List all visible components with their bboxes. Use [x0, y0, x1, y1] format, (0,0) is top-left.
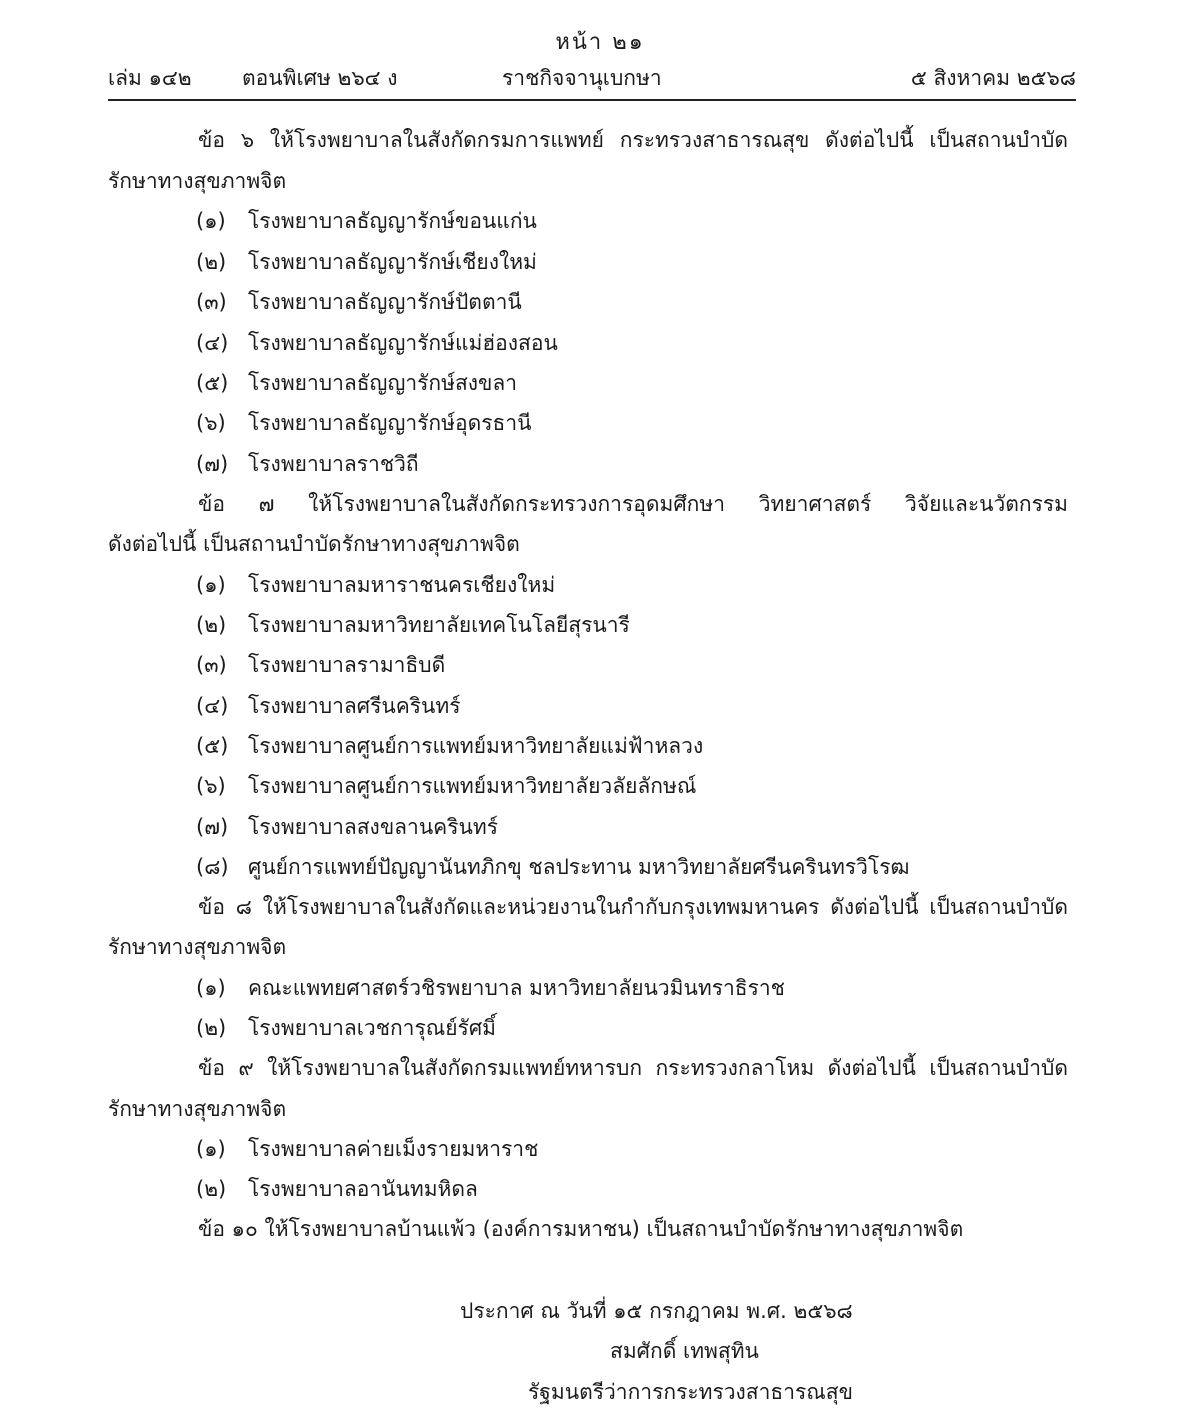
item-text: โรงพยาบาลอานันทมหิดล — [248, 1177, 478, 1201]
clause-9-cont-line: รักษาทางสุขภาพจิต — [108, 1097, 287, 1121]
item-text: โรงพยาบาลธัญญารักษ์อุดรธานี — [248, 411, 532, 435]
clause-7-first-line: ข้อ ๗ ให้โรงพยาบาลในสังกัดกระทรวงการอุดมศึกษา วิทยาศาสตร์ วิจัยและนวัตกรรม — [198, 492, 1068, 516]
item-text: โรงพยาบาลรามาธิบดี — [248, 653, 446, 677]
list-item — [196, 1013, 496, 1043]
item-text: โรงพยาบาลมหาวิทยาลัยเทคโนโลยีสุรนารี — [248, 613, 630, 637]
item-number: (๒) — [196, 1177, 227, 1201]
item-text: โรงพยาบาลธัญญารักษ์ปัตตานี — [248, 290, 522, 314]
clause-8-first-line: ข้อ ๘ ให้โรงพยาบาลในสังกัดและหน่วยงานในกำกับกรุงเทพมหานคร ดังต่อไปนี้ เป็นสถานบำบัด — [198, 895, 1068, 919]
list-item — [196, 570, 555, 600]
item-text: โรงพยาบาลค่ายเม็งรายมหาราช — [248, 1137, 539, 1161]
list-item — [196, 1134, 538, 1164]
list-item — [196, 610, 630, 640]
item-text: โรงพยาบาลศูนย์การแพทย์มหาวิทยาลัยวลัยลักษณ์ — [248, 774, 697, 798]
list-item — [196, 247, 537, 277]
list-item — [196, 731, 703, 761]
list-item — [196, 368, 517, 398]
header-date: ๕ สิงหาคม ๒๕๖๘ — [910, 66, 1076, 90]
item-number: (๒) — [196, 1016, 227, 1040]
item-text: โรงพยาบาลศรีนครินทร์ — [248, 694, 461, 718]
list-item — [196, 852, 910, 882]
item-number: (๔) — [196, 331, 229, 355]
item-number: (๓) — [196, 653, 227, 677]
clause-8-cont-line: รักษาทางสุขภาพจิต — [108, 935, 287, 959]
item-number: (๘) — [196, 855, 229, 879]
item-number: (๓) — [196, 290, 227, 314]
item-number: (๑) — [196, 976, 226, 1000]
item-text: ศูนย์การแพทย์ปัญญานันทภิกขุ ชลประทาน มหาวิทยาลัยศรีนครินทรวิโรฒ — [248, 855, 910, 879]
item-text: โรงพยาบาลธัญญารักษ์แม่ฮ่องสอน — [248, 331, 558, 355]
clause-6-cont-line: รักษาทางสุขภาพจิต — [108, 169, 287, 193]
item-number: (๒) — [196, 250, 227, 274]
item-text: โรงพยาบาลมหาราชนครเชียงใหม่ — [248, 573, 556, 597]
clause-7-cont-line: ดังต่อไปนี้ เป็นสถานบำบัดรักษาทางสุขภาพจิต — [108, 532, 520, 556]
header-rule — [108, 99, 1076, 101]
list-item — [196, 650, 445, 680]
header-issue: ตอนพิเศษ ๒๖๔ ง — [242, 66, 398, 90]
list-item — [196, 812, 498, 842]
item-text: โรงพยาบาลธัญญารักษ์สงขลา — [248, 371, 518, 395]
item-number: (๒) — [196, 613, 227, 637]
clause-9-first-line: ข้อ ๙ ให้โรงพยาบาลในสังกัดกรมแพทย์ทหารบก กระทรวงกลาโหม ดังต่อไปนี้ เป็นสถานบำบัด — [198, 1056, 1068, 1080]
signatory-name: สมศักดิ์ เทพสุทิน — [610, 1339, 759, 1363]
signatory-title: รัฐมนตรีว่าการกระทรวงสาธารณสุข — [528, 1380, 853, 1404]
list-item — [196, 1174, 478, 1204]
header-volume: เล่ม ๑๔๒ — [108, 66, 192, 90]
item-number: (๗) — [196, 452, 229, 476]
item-text: โรงพยาบาลสงขลานครินทร์ — [248, 815, 498, 839]
item-number: (๕) — [196, 371, 229, 395]
item-text: โรงพยาบาลราชวิถี — [248, 452, 419, 476]
announcement-date: ประกาศ ณ วันที่ ๑๕ กรกฎาคม พ.ศ. ๒๕๖๘ — [460, 1299, 853, 1323]
item-number: (๖) — [196, 774, 226, 798]
clause-10-line: ข้อ ๑๐ ให้โรงพยาบาลบ้านแพ้ว (องค์การมหาชน) เป็นสถานบำบัดรักษาทางสุขภาพจิต — [198, 1217, 964, 1241]
item-number: (๖) — [196, 411, 226, 435]
list-item — [196, 449, 419, 479]
gazette-header — [108, 62, 1076, 94]
header-journal: ราชกิจจานุเบกษา — [502, 66, 662, 90]
item-number: (๑) — [196, 1137, 226, 1161]
list-item — [196, 287, 522, 317]
clause-6-first-line: ข้อ ๖ ให้โรงพยาบาลในสังกัดกรมการแพทย์ กระทรวงสาธารณสุข ดังต่อไปนี้ เป็นสถานบำบัด — [198, 128, 1068, 152]
list-item — [196, 771, 696, 801]
item-number: (๑) — [196, 573, 226, 597]
list-item — [196, 328, 558, 358]
item-number: (๗) — [196, 815, 229, 839]
list-item — [196, 206, 537, 236]
item-number: (๕) — [196, 734, 229, 758]
list-item — [196, 973, 785, 1003]
item-text: โรงพยาบาลธัญญารักษ์เชียงใหม่ — [248, 250, 537, 274]
page-number: หน้า ๒๑ — [555, 30, 645, 55]
item-number: (๔) — [196, 694, 229, 718]
list-item — [196, 408, 531, 438]
item-text: โรงพยาบาลเวชการุณย์รัศมิ์ — [248, 1016, 496, 1040]
item-text: คณะแพทยศาสตร์วชิรพยาบาล มหาวิทยาลัยนวมินทราธิราช — [248, 976, 785, 1000]
list-item — [196, 691, 461, 721]
item-text: โรงพยาบาลศูนย์การแพทย์มหาวิทยาลัยแม่ฟ้าหลวง — [248, 734, 704, 758]
item-number: (๑) — [196, 209, 226, 233]
item-text: โรงพยาบาลธัญญารักษ์ขอนแก่น — [248, 209, 537, 233]
